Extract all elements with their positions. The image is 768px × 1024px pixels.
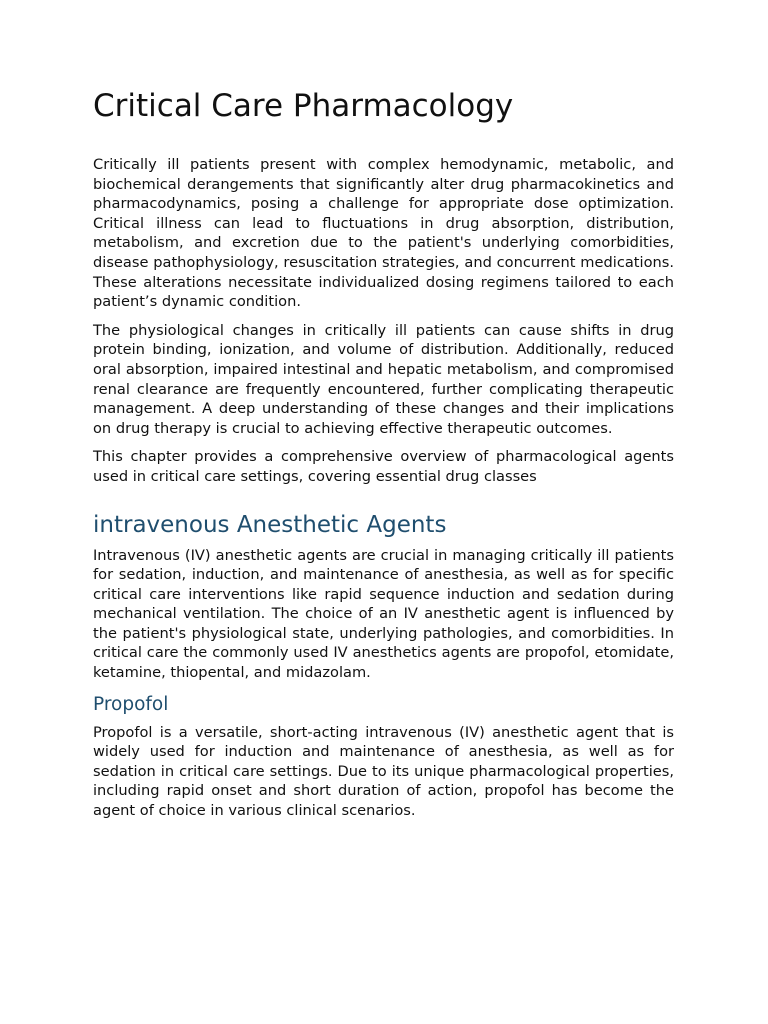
subsection-heading: Propofol [93,693,169,715]
subsection-paragraph: Propofol is a versatile, short-acting intravenous (IV) anesthetic agent that is widely used for induction and maintenance of anesthesia, as well as for sedation in critical care settings. Due to its unique pharmacological properties, including rapid onset and short duration of action, propofol has become the agent of choice in various clinical scenarios. [93,723,674,820]
document-page [93,86,674,830]
section-heading: intravenous Anesthetic Agents [93,511,447,538]
intro-paragraph-3: This chapter provides a comprehensive overview of pharmacological agents used in critical care settings, covering essential drug classes [93,448,674,485]
section-paragraph: Intravenous (IV) anesthetic agents are crucial in managing critically ill patients for sedation, induction, and maintenance of anesthesia, as well as for specific critical care interventions like rapid sequence induction and sedation during mechanical ventilation. The choice of an IV anesthetic agent is influenced by the patient's physiological state, underlying pathologies, and comorbidities. In critical care the commonly used IV anesthetics agents are propofol, etomidate, ketamine, thiopental, and midazolam. [93,546,674,682]
intro-paragraph-2: The physiological changes in critically ill patients can cause shifts in drug protein binding, ionization, and volume of distribution. Additionally, reduced oral absorption, impaired intestinal and hepatic metabolism, and compromised renal clearance are frequently encountered, further complicating therapeutic management. A deep understanding of these changes and their implications on drug therapy is crucial to achieving effective therapeutic outcomes. [93,321,674,437]
document-title: Critical Care Pharmacology [93,88,514,124]
intro-paragraph-1: Critically ill patients present with complex hemodynamic, metabolic, and biochemical derangements that significantly alter drug pharmacokinetics and pharmacodynamics, posing a challenge for appropriate dose optimization. Critical illness can lead to fluctuations in drug absorption, distribution, metabolism, and excretion due to the patient's underlying comorbidities, disease pathophysiology, resuscitation strategies, and concurrent medications. These alterations necessitate individualized dosing regimens tailored to each patient’s dynamic condition. [93,156,674,311]
